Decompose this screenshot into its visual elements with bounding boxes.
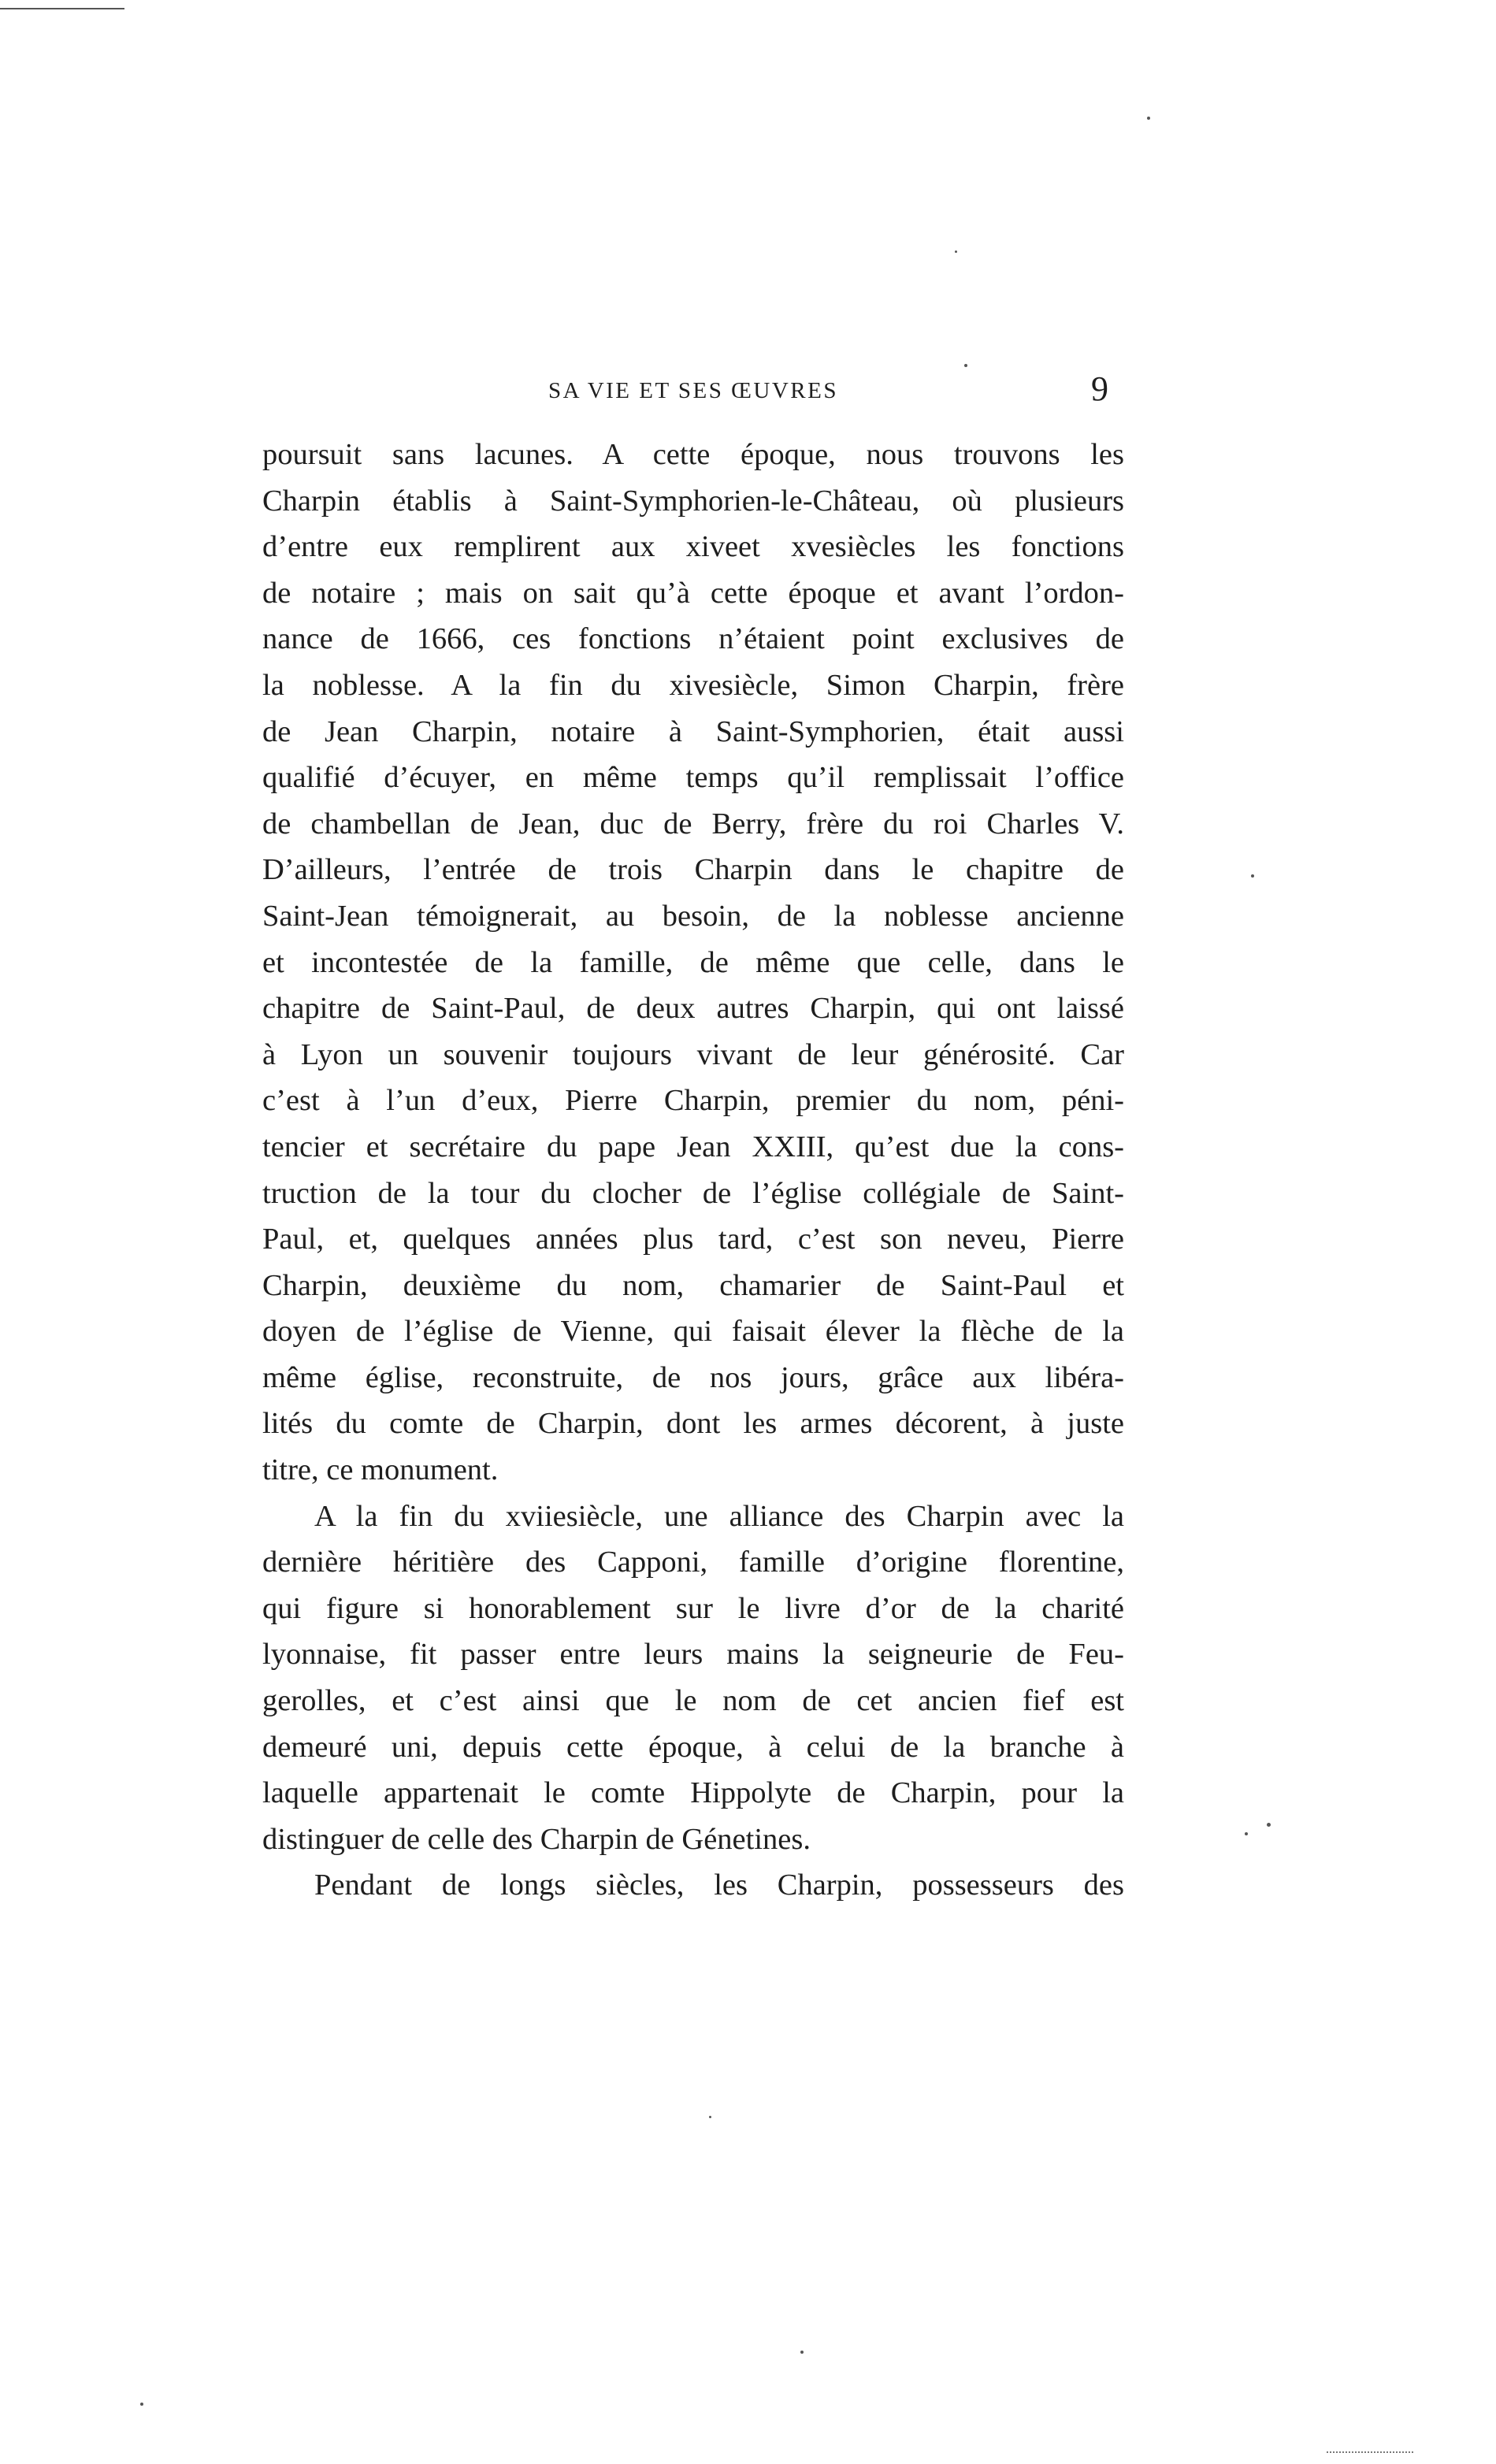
text-line: titre, ce monument.: [262, 1453, 499, 1487]
text-line: distinguer de celle des Charpin de Génetines.: [262, 1822, 811, 1856]
text-line: doyen de l’église de Vienne, qui faisait élever la flèche de la: [262, 1315, 1124, 1349]
text-line: Charpin établis à Saint-Symphorien-le-Château, où plusieurs: [262, 484, 1124, 518]
scan-speck: [140, 2403, 143, 2406]
scan-edge-mark: [1327, 2451, 1413, 2458]
text-line: qualifié d’écuyer, en même temps qu’il remplissait l’office: [262, 761, 1124, 795]
scan-speck: [1267, 1823, 1271, 1827]
text-line: poursuit sans lacunes. A cette époque, nous trouvons les: [262, 438, 1124, 471]
text-line: Paul, et, quelques années plus tard, c’est son neveu, Pierre: [262, 1223, 1124, 1256]
text-line: même église, reconstruite, de nos jours, grâce aux libéra-: [262, 1360, 1124, 1394]
text-line: à Lyon un souvenir toujours vivant de leur générosité. Car: [262, 1037, 1124, 1071]
scan-speck: [1245, 1832, 1248, 1835]
text-line: tencier et secrétaire du pape Jean XXIII, qu’est due la cons-: [262, 1130, 1124, 1163]
text-line: Charpin, deuxième du nom, chamarier de Saint-Paul et: [262, 1268, 1124, 1302]
text-line: et incontestée de la famille, de même que celle, dans le: [262, 945, 1124, 979]
scan-speck: [964, 364, 967, 367]
text-line: c’est à l’un d’eux, Pierre Charpin, premier du nom, péni-: [262, 1084, 1124, 1118]
text-line: d’entre eux remplirent aux xiveet xvesiècles les fonctions: [262, 530, 1124, 564]
body-text: [262, 432, 1124, 1909]
text-line: Saint-Jean témoignerait, au besoin, de la noblesse ancienne: [262, 899, 1124, 933]
text-line: truction de la tour du clocher de l’église collégiale de Saint-: [262, 1176, 1124, 1210]
text-line: lités du comte de Charpin, dont les armes décorent, à juste: [262, 1407, 1124, 1441]
scan-corner-rule: [0, 8, 124, 9]
text-line: demeuré uni, depuis cette époque, à celui de la branche à: [262, 1730, 1124, 1764]
text-line: chapitre de Saint-Paul, de deux autres Charpin, qui ont laissé: [262, 992, 1124, 1026]
text-line: gerolles, et c’est ainsi que le nom de cet ancien fief est: [262, 1684, 1124, 1718]
scan-speck: [1251, 874, 1254, 878]
text-line: de chambellan de Jean, duc de Berry, frère du roi Charles V.: [262, 807, 1124, 841]
paragraph-first-line: A la fin du xviiesiècle, une alliance des Charpin avec la: [314, 1499, 1124, 1533]
text-line: la noblesse. A la fin du xivesiècle, Simon Charpin, frère: [262, 668, 1124, 702]
text-line: dernière héritière des Capponi, famille d’origine florentine,: [262, 1546, 1124, 1579]
text-line: nance de 1666, ces fonctions n’étaient point exclusives de: [262, 622, 1124, 656]
text-line: qui figure si honorablement sur le livre d’or de la charité: [262, 1591, 1124, 1625]
text-line: lyonnaise, fit passer entre leurs mains la seigneurie de Feu-: [262, 1638, 1124, 1672]
text-line: de notaire ; mais on sait qu’à cette époque et avant l’ordon-: [262, 576, 1124, 610]
text-line: de Jean Charpin, notaire à Saint-Symphorien, était aussi: [262, 714, 1124, 748]
text-line: D’ailleurs, l’entrée de trois Charpin dans le chapitre de: [262, 853, 1124, 887]
scan-speck: [955, 250, 957, 253]
scan-speck: [709, 2116, 711, 2118]
running-head: SA VIE ET SES ŒUVRES: [548, 378, 838, 403]
scan-speck: [800, 2351, 804, 2354]
paragraph-first-line: Pendant de longs siècles, les Charpin, possesseurs des: [314, 1868, 1124, 1902]
page-number: 9: [1091, 369, 1108, 408]
scan-speck: [1147, 117, 1150, 120]
text-line: laquelle appartenait le comte Hippolyte de Charpin, pour la: [262, 1776, 1124, 1810]
page-header: [262, 369, 1124, 410]
